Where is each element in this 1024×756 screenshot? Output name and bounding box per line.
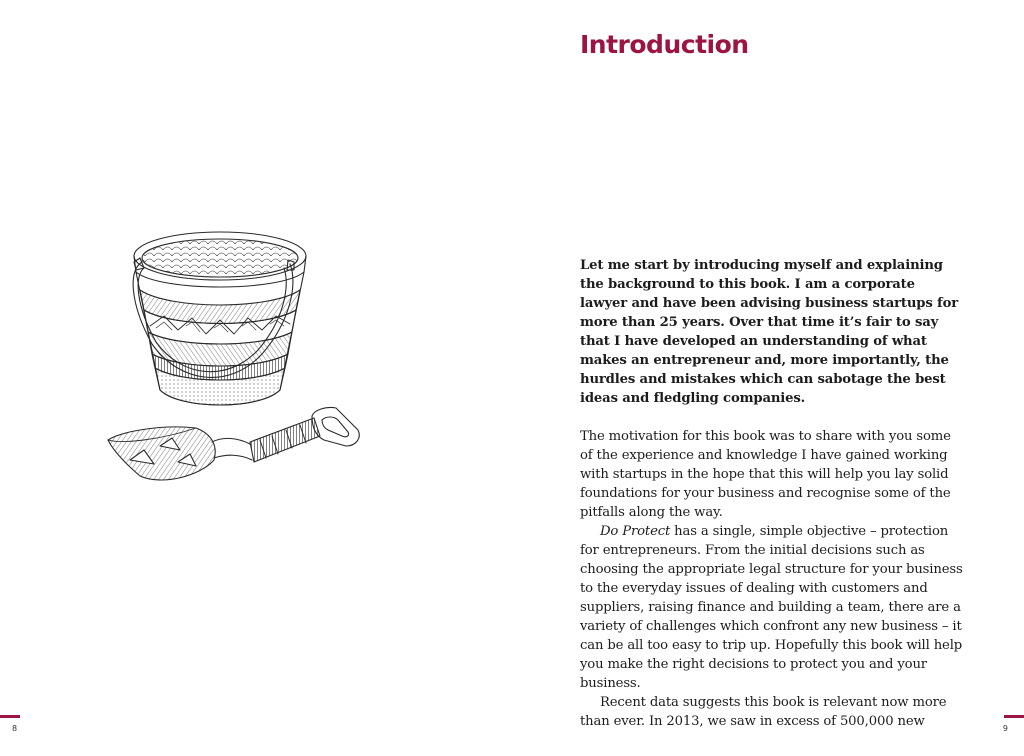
objective-text: has a single, simple objective – protection for entrepreneurs. From the initial decisions such as choosing the appropriate legal structure for your business to the everyday issues of dealing with customers and suppliers, raising finance and building a team, there are a variety of challenges which confront any new business – it can be all too easy to trip up. Hopefully this book will help you make the right decisions to protect you and your business.: [580, 524, 963, 691]
left-page-folio-bar: [0, 715, 20, 718]
left-page-number: 8: [12, 724, 18, 733]
chapter-title: Introduction: [580, 30, 749, 59]
body-paragraph-motivation: The motivation for this book was to share with you some of the experience and knowledge I have gained working with startups in the hope that this will help you lay solid foundations for your business and recognise some of the pitfalls along the way.: [580, 429, 951, 520]
paragraph-spacer: [580, 408, 966, 427]
right-page-number: 9: [1002, 724, 1008, 733]
chapter-body: [580, 256, 966, 731]
intro-paragraph: Let me start by introducing myself and explaining the background to this book. I am a corporate lawyer and have been advising business startups for more than 25 years. Over that time it’s fair to say that I have developed an understanding of what makes an entrepreneur and, more importantly, the hurdles and mistakes which can sabotage the best ideas and fledgling companies.: [580, 258, 959, 406]
right-page-folio-bar: [1004, 715, 1024, 718]
body-paragraph-data: Recent data suggests this book is relevant now more than ever. In 2013, we saw in excess of 500,000 new: [580, 695, 947, 729]
right-page: [512, 0, 1024, 756]
book-title-italic: Do Protect: [600, 524, 671, 539]
bucket-and-spade-illustration: [100, 214, 380, 504]
body-paragraph-objective: [580, 522, 966, 693]
